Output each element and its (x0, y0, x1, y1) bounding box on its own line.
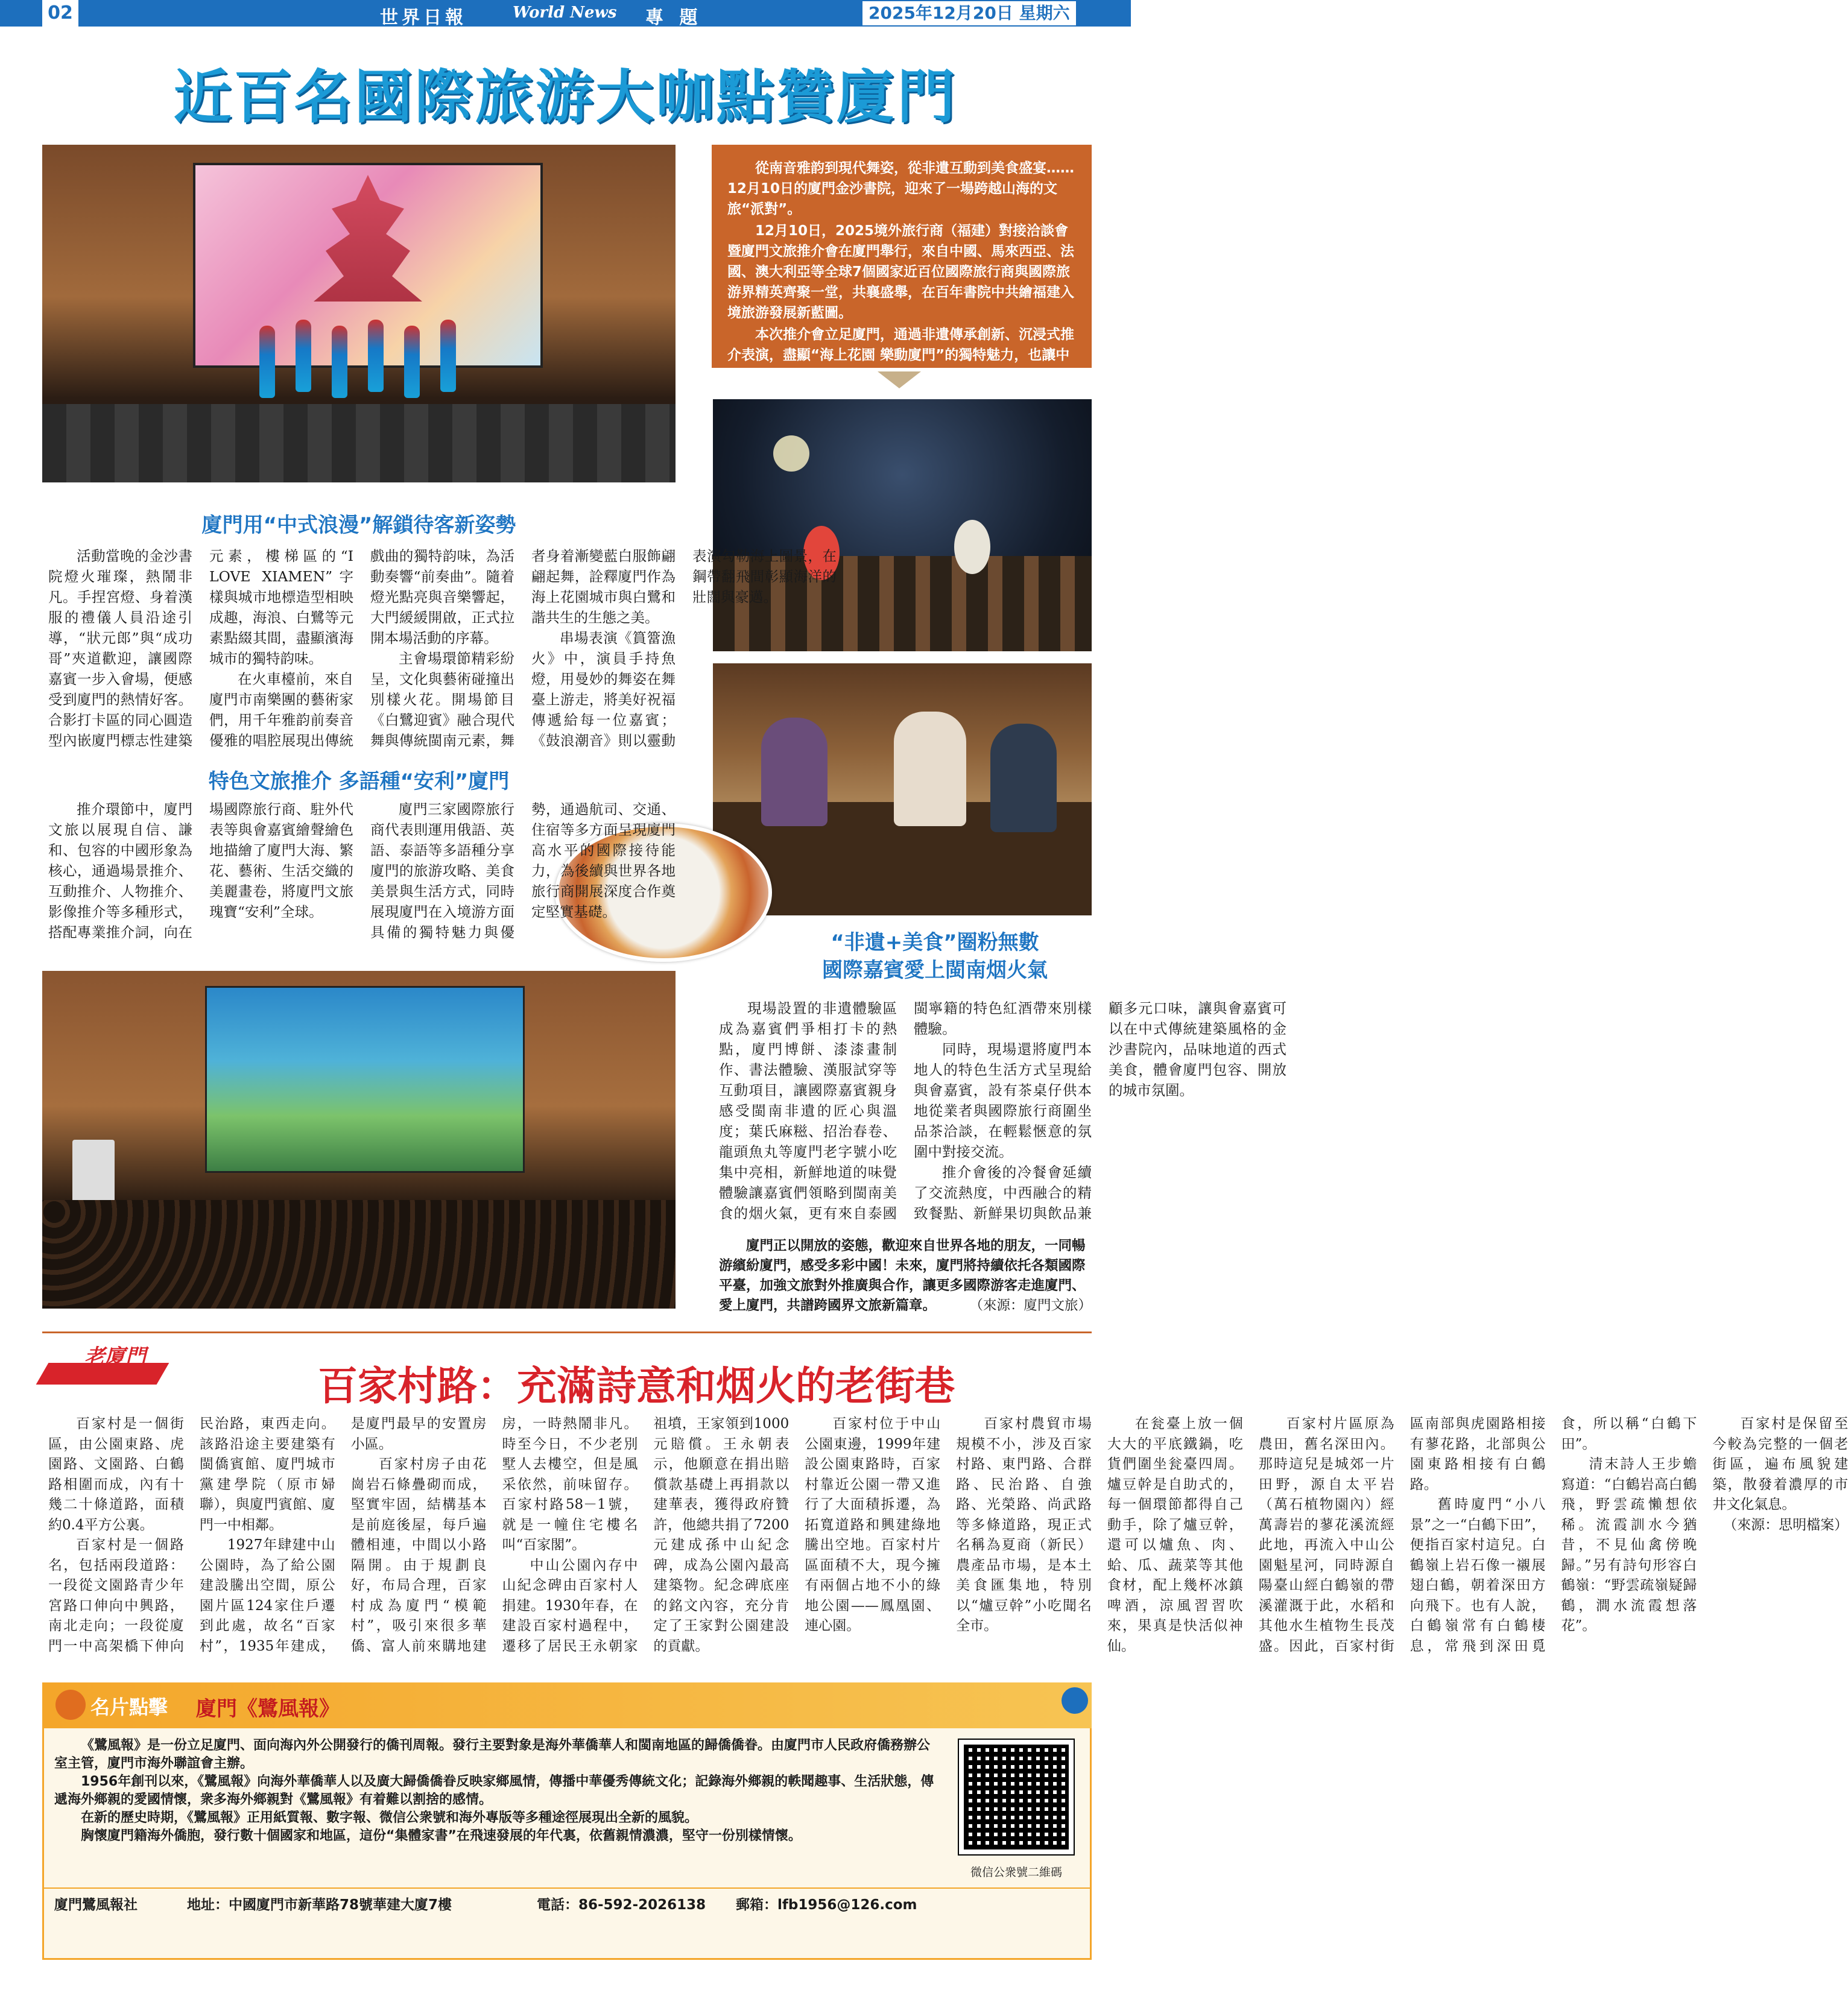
guest-figure (894, 712, 966, 826)
ad-phone: 電話：86-592-2026138 (537, 1897, 706, 1913)
article-paragraph: 清末詩人王步蟾寫道：“白鶴岩高白鶴飛，野雲疏懶想依稀。流霞訓水今猶昔，不見仙禽傍晚歸。”另有詩句形容白鶴嶺：“野雲疏嶺疑歸鶴，澗水流霞想落花”。 (1561, 1456, 1697, 1634)
ad-address: 地址：中國廈門市新華路78號華建大廈7樓 (187, 1897, 452, 1913)
article-paragraph: 在瓮臺上放一個大大的平底鐵鍋，吃貨們圍坐瓮臺四周。爐豆幹是自助式的，每一個環節都得自己動手，除了爐豆幹，還可以爐魚、肉、蛤、瓜、蔬菜等其他食材，配上幾杯冰鎮啤酒，涼風習習吹來，果真是快活似神仙。 (1107, 1416, 1243, 1654)
article-body-section1 (48, 546, 837, 751)
article-paragraph: 廈門三家國際旅行商代表則運用俄語、英語、泰語等多語種分享廈門的旅游攻略、美食美景與生活方式，同時展現廈門在入境游方面具備的獨特魅力與優勢，通過航司、交通、住宿等多方面呈現廈門高水平的國際接待能力，為後續與世界各地旅行商開展深度合作奠定堅實基礎。 (370, 801, 676, 941)
qr-code-label: 微信公衆號二維碼 (970, 1866, 1062, 1879)
subhead-line: 國際嘉賓愛上閩南烟火氣 (822, 958, 1048, 982)
article-paragraph: 同時，現場還將廈門本地人的特色生活方式呈現給與會嘉賓，設有茶桌仔供本地從業者與國際旅行商圍坐品茶洽談，在輕鬆愜意的氛圍中對接交流。 (914, 1041, 1092, 1160)
article-body-section2 (48, 799, 676, 962)
article-paragraph: 百家村位于中山公園東邊，1999年建設公園東路時，百家村靠近公園一帶又進行了大面積拆遷，為拓寬道路和興建綠地騰出空地。百家村片區面積不大，現今擁有兩個占地不小的綠地公園——鳳凰園、連心園。 (805, 1416, 941, 1634)
article-paragraph: 在火車檯前，來自廈門市南樂團的藝術家們，用千年雅韵前奏音優雅的唱腔展現出傳統戲曲的獨特韵味，為活動奏響“前奏曲”。隨着燈光點亮與音樂響起，大門緩緩開啟，正式拉開本場活動的序幕。 (209, 548, 514, 749)
story2-headline: 百家村路：充滿詩意和烟火的老街巷 (318, 1363, 955, 1409)
dancer-figure (404, 326, 420, 398)
article-paragraph: 推介會後的冷餐會延續了交流熱度，中西融合的精致餐點、新鮮果切與飲品兼顧多元口味，讓與會嘉賓可以在中式傳統建築風格的金沙書院內，品味地道的西式美食，體會廈門包容、開放的城市氛圍。 (914, 1000, 1286, 1222)
audience-area (42, 404, 676, 482)
guest-figure (761, 718, 827, 826)
ad-paper-name: 廈門《鷺風報》 (196, 1697, 340, 1721)
section-label: 專 題 (645, 7, 703, 28)
article-source: （來源：思明檔案） (1723, 1517, 1848, 1533)
dancer-figure (440, 320, 456, 392)
ad-paragraph: 《鷺風報》是一份立足廈門、面向海內外公開發行的僑刊周報。發行主要對象是海外華僑華人和閩南地區的歸僑僑眷。由廈門市人民政府僑務辦公室主管，廈門市海外聯誼會主辦。 (54, 1738, 931, 1771)
main-headline: 近百名國際旅游大咖點贊廈門 (173, 63, 958, 131)
audience-area (42, 1200, 676, 1309)
mascot-figure (954, 520, 990, 574)
article-source: （來源：廈門文旅） (969, 1298, 1092, 1313)
dancer-figure (368, 320, 384, 392)
article-paragraph: 推介環節中，廈門文旅以展現自信、謙和、包容的中國形象為核心，通過場景推介、互動推介、人物推介、影像推介等多種形式，搭配專業推介詞，向在場國際旅行商、駐外代表等與會嘉賓繪聲繪色地描繪了廈門大海、繁花、藝術、生活交織的美麗畫卷，將廈門文旅瑰寶“安利”全球。 (48, 801, 353, 941)
column-tag-label: 老廈門 (84, 1345, 146, 1369)
page-number: 02 (42, 0, 78, 27)
ad-paragraph: 1956年創刊以來，《鷺風報》向海外華僑華人以及廣大歸僑僑眷反映家鄉風情，傳播中華優秀傳統文化；記錄海外鄉親的軼聞趣事、生活狀態，傳遞海外鄉親的愛國情懷，衆多海外鄉親對《鷺風報》有着難以割捨的感情。 (54, 1774, 934, 1807)
subhead-chinese-romance: 廈門用“中式浪漫”解鎖待客新姿勢 (201, 513, 516, 537)
article-paragraph: 串場表演《篔簹漁火》中，演員手持魚燈，用曼妙的舞姿在舞臺上游走，將美好祝福傳遞給每一位嘉賓；《鼓浪潮音》則以靈動表演勾勒海上圖景，在鋼帶翻飛間彰顯海洋的壯闊與豪邁。 (531, 548, 837, 749)
guest-figure (990, 724, 1057, 832)
photo-night-gathering (713, 399, 1092, 651)
article-paragraph: 百家村是一個街區，由公園東路、虎園路、文園路、白鶴路相圍而成，內有十幾二十條道路，面積約0.4平方公裏。 (48, 1416, 184, 1533)
article-paragraph: 百家村房子由花崗岩石條疊砌而成，堅實牢固，結構基本是前庭後屋，每戶遍體相連，中間以小路隔開。由于規劃良好，布局合理，百家村成為廈門“模範村”，吸引來很多華僑、富人前來購地建房，一時熱鬧非凡。時至今日，不少老別墅人去樓空，但是風采依然，前味留存。百家村路58－1號，就是一幢住宅樓名叫“百家閣”。 (350, 1416, 638, 1654)
ad-paragraph: 胸懷廈門籍海外僑胞，發行數十個國家和地區，這份“集體家書”在飛速發展的年代裏，依舊親情濃濃，堅守一份別樣情懷。 (81, 1828, 802, 1843)
info-icon (55, 1690, 86, 1720)
subhead-tourism-promotion: 特色文旅推介 多語種“安利”廈門 (208, 769, 510, 794)
article-paragraph: 百家村是一個路名，包括兩段道路：一段從文園路青少年宮路口伸向中興路，南北走向；一段從廈門一中高架橋下伸向民治路，東西走向。該路沿途主要建築有閩僑賓館、廈門城市黨建學院（原市婦聯），與廈門賓館、廈門一中相鄰。 (48, 1416, 335, 1654)
dancer-figure (296, 320, 311, 392)
intro-paragraph: 本次推介會立足廈門，通過非遺傳承創新、沉浸式推介表演，盡顯“海上花園 樂動廈門”的獨特魅力，也讓中國文化借廈門窗口在國際舞臺薪火相傳、熠熠生輝。 (727, 327, 1074, 384)
intro-paragraph: 從南音雅韵到現代舞姿，從非遺互動到美食盛宴……12月10日的廈門金沙書院，迎來了一場跨越山海的文旅“派對”。 (727, 160, 1074, 217)
article-paragraph: 舊時廈門“小八景”之一“白鶴下田”，便指百家村這兒。白鶴嶺上岩石像一襯展翅白鶴，朝着深田方向飛下。也有人說，白鶴嶺常有白鶴棲息，常飛到深田覓食，所以稱“白鶴下田”。 (1410, 1416, 1697, 1654)
paper-logo-icon (1062, 1687, 1088, 1714)
article-paragraph: 百家村農貿市場規模不小，涉及百家村路、東門路、合群路、民治路、自強路、光榮路、尚武路等多條道路，現正式名稱為夏商（新民）農產品市場，是本土美食匯集地，特別以“爐豆幹”小吃聞名全市。 (956, 1416, 1092, 1634)
paper-name: 世界日報 (380, 7, 467, 28)
article-body-section3 (719, 998, 1286, 1224)
article-body-story2 (48, 1414, 1848, 1667)
qr-code-icon[interactable] (959, 1740, 1074, 1854)
ad-title: 名片點擊 (90, 1696, 168, 1719)
article-paragraph: 現場設置的非遺體驗區成為嘉賓們爭相打卡的熱點，廈門博餅、漆漆畫制作、書法體驗、漢服試穿等互動項目，讓國際嘉賓親身感受閩南非遺的匠心與溫度；葉氏麻糍、招治春卷、龍頭魚丸等廈門老字號小吃集中亮相，新鮮地道的味覺體驗讓嘉賓們領略到閩南美食的烟火氣，更有來自泰國閩寧籍的特色紅酒帶來別樣體驗。 (719, 1000, 1092, 1222)
ad-paragraph: 在新的歷史時期，《鷺風報》正用紙質報、數字報、微信公衆號和海外專版等多種途徑展現出全新的風貌。 (81, 1810, 698, 1825)
closing-text: 廈門正以開放的姿態，歡迎來自世界各地的朋友，一同暢游繽紛廈門，感受多彩中國！未來，廈門將持續依托各類國際平臺，加強文旅對外推廣與合作，讓更多國際游客走進廈門、愛上廈門，共譜跨國界文旅新篇章。 (719, 1238, 1086, 1313)
intro-paragraph: 12月10日，2025境外旅行商（福建）對接洽談會暨廈門文旅推介會在廈門舉行，來自中國、馬來西亞、法國、澳大利亞等全球7個國家近百位國際旅行商與國際旅游界精英齊聚一堂，共襄盛舉，在百年書院中共繪福建入境旅游發展新藍圖。 (727, 223, 1074, 321)
ad-email[interactable]: 郵箱：lfb1956@126.com (736, 1897, 917, 1913)
article-paragraph: 主會場環節精彩紛呈，文化與藝術碰撞出別樣火花。開場節目《白鷺迎賓》融合現代舞與傳統閩南元素，舞者身着漸變藍白服飾翩翩起舞，詮釋廈門作為海上花園城市與白鷺和諧共生的生態之美。 (370, 548, 676, 749)
subhead-line: “非遺+美食”圈粉無數 (831, 930, 1039, 955)
section-divider (42, 1331, 1092, 1333)
article-paragraph: 百家村片區原為農田，舊名深田內。那時這兒是城郊一片田野，源自太平岩（萬石植物園內）經萬壽岩的蓼花溪流經此地，再流入中山公園魁星河，同時源自陽臺山經白鶴嶺的帶溪灌溉于此，水稻和其他水生植物生長茂盛。因此，百家村街區南部與虎園路相接有蓼花路，北部與公園東路相接有白鶴路。 (1258, 1416, 1546, 1654)
article-paragraph: 1927年肆建中山公園時，為了給公園建設騰出空間，原公園片區124家住戶遷到此處，故名“百家村”，1935年建成，是廈門最早的安置房小區。 (199, 1416, 487, 1654)
ad-body (54, 1737, 941, 1845)
photo-stage-performance (42, 145, 676, 482)
photo-forum-presentation (42, 971, 676, 1309)
article-paragraph: 中山公園內存中山紀念碑由百家村人捐建。1930年春，在建設百家村過程中，遷移了居民王永朝家祖墳，王家領到1000元賠償。王永朝表示，他願意在捐出賠償款基礎上再捐款以建華表，獲得政府贊許，他總共捐了7200元建成孫中山紀念碑，成為公園內最高建築物。紀念碑底座的銘文內容，充分肯定了王家對公園建設的貢獻。 (502, 1416, 790, 1654)
lamp-light (773, 435, 809, 472)
closing-paragraph (719, 1236, 1092, 1316)
dancer-figure (332, 326, 347, 398)
subhead-heritage-food (778, 929, 1092, 984)
down-arrow-icon (878, 371, 921, 388)
article-paragraph: 活動當晚的金沙書院燈火璀璨，熱鬧非凡。手捏宮燈、身着漢服的禮儀人員沿途引導，“狀元郎”與“成功哥”夾道歡迎，讓國際嘉賓一步入會場，便感受到廈門的熱情好客。合影打卡區的同心圓造型內嵌廈門標志性建築元素，樓梯區的“I LOVE XIAMEN”字樣與城市地標造型相映成趣，海浪、白鷺等元素點綴其間，盡顯濱海城市的獨特韵味。 (48, 548, 353, 749)
presentation-screen (205, 986, 525, 1173)
ad-organization: 廈門鷺風報社 (54, 1897, 138, 1913)
paper-latin-logo: World News (513, 4, 617, 22)
intro-box (712, 145, 1092, 384)
photo-tea-tasting (713, 663, 1092, 915)
article-paragraph: 百家村是保留至今較為完整的一個老街區，遍布風貌建築，散發着濃厚的市井文化氣息。 (1712, 1416, 1848, 1512)
dancer-figure (259, 326, 275, 398)
issue-date: 2025年12月20日 星期六 (862, 1, 1076, 25)
